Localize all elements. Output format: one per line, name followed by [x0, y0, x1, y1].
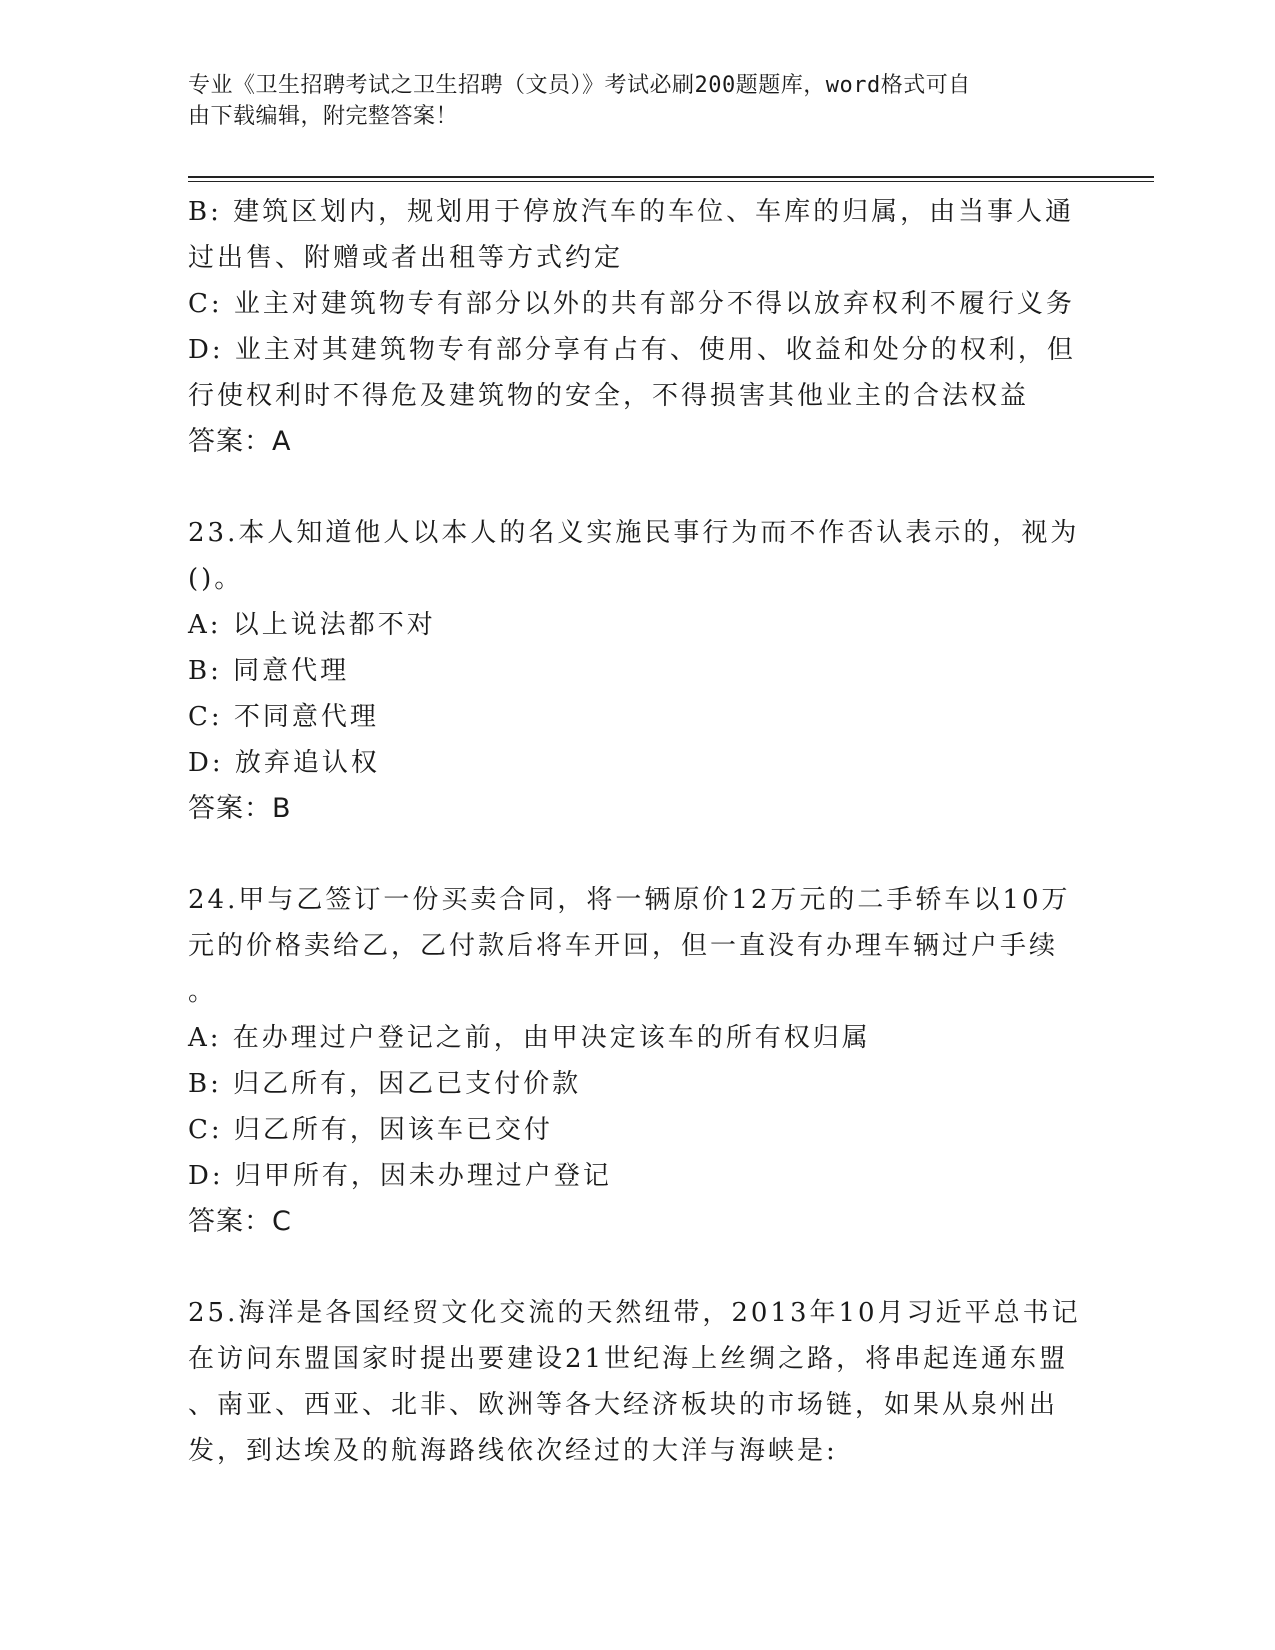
q23-stem-line-2: ()。	[188, 564, 244, 594]
spacer	[188, 1245, 1068, 1290]
q25-stem-line-1: 25.海洋是各国经贸文化交流的天然纽带，2013年10月习近平总书记	[188, 1298, 1081, 1328]
q23-option-d: D: 放弃追认权	[188, 748, 380, 778]
q24-option-a: A: 在办理过户登记之前，由甲决定该车的所有权归属	[188, 1023, 871, 1053]
header-divider-thin	[188, 181, 1154, 182]
q22-option-b-line-2: 过出售、附赠或者出租等方式约定	[188, 243, 624, 273]
q24-stem-line-3: 。	[188, 977, 218, 1007]
q25-stem-line-4: 发，到达埃及的航海路线依次经过的大洋与海峡是:	[188, 1436, 838, 1466]
q23-stem-line-1: 23.本人知道他人以本人的名义实施民事行为而不作否认表示的，视为	[188, 518, 1080, 548]
header-divider-thick	[188, 176, 1154, 178]
spacer	[188, 465, 1068, 510]
q24-option-d: D: 归甲所有，因未办理过户登记	[188, 1161, 612, 1191]
question-22	[188, 189, 1076, 465]
question-24	[188, 877, 1071, 1245]
q25-stem-line-3: 、南亚、西亚、北非、欧洲等各大经济板块的市场链，如果从泉州出	[188, 1390, 1059, 1420]
q22-option-b-line-1: B: 建筑区划内，规划用于停放汽车的车位、车库的归属，由当事人通	[188, 197, 1075, 227]
header-line-2: 由下载编辑，附完整答案！	[188, 104, 459, 129]
spacer	[188, 832, 1068, 877]
q24-stem-line-1: 24.甲与乙签订一份买卖合同，将一辆原价12万元的二手轿车以10万	[188, 885, 1071, 915]
q24-option-b: B: 归乙所有，因乙已支付价款	[188, 1069, 582, 1099]
q25-stem-line-2: 在访问东盟国家时提出要建设21世纪海上丝绸之路，将串起连通东盟	[188, 1344, 1069, 1374]
q23-option-b: B: 同意代理	[188, 656, 350, 686]
q22-option-c: C: 业主对建筑物专有部分以外的共有部分不得以放弃权利不履行义务	[188, 289, 1075, 319]
q23-answer: 答案：B	[188, 793, 292, 824]
q22-answer: 答案：A	[188, 426, 292, 457]
q24-option-c: C: 归乙所有，因该车已交付	[188, 1115, 553, 1145]
document-header	[188, 70, 1068, 132]
q22-option-d-line-2: 行使权利时不得危及建筑物的安全，不得损害其他业主的合法权益	[188, 381, 1030, 411]
header-line-1: 专业《卫生招聘考试之卫生招聘（文员）》考试必刷200题题库，word格式可自	[188, 73, 971, 98]
question-25	[188, 1290, 1081, 1474]
question-23	[188, 510, 1080, 832]
q24-stem-line-2: 元的价格卖给乙，乙付款后将车开回，但一直没有办理车辆过户手续	[188, 931, 1059, 961]
question-content	[188, 189, 1081, 1474]
q22-option-d-line-1: D: 业主对其建筑物专有部分享有占有、使用、收益和处分的权利，但	[188, 335, 1076, 365]
q23-option-c: C: 不同意代理	[188, 702, 379, 732]
q23-option-a: A: 以上说法都不对	[188, 610, 436, 640]
q24-answer: 答案：C	[188, 1206, 292, 1237]
